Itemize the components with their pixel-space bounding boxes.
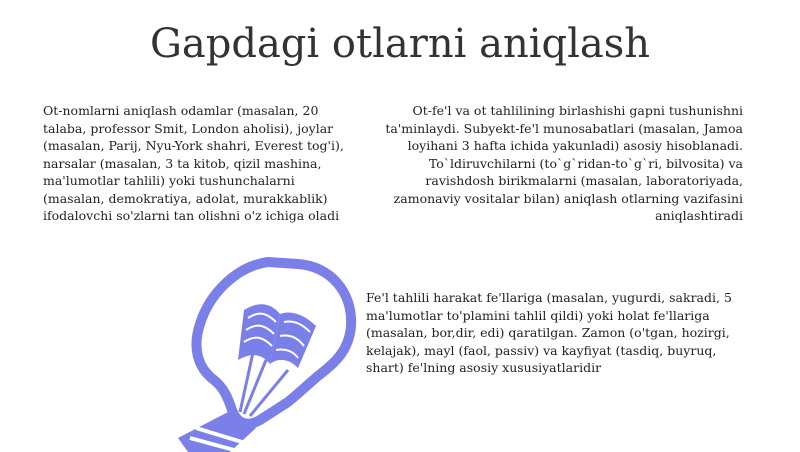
nouns-paragraph: Ot-nomlarni aniqlash odamlar (masalan, 20 talaba, professor Smit, London aholisi), joylar (masalan, Parij, Nyu-York shahri, Everest tog'i), narsalar (masalan, 3 ta kitob, qizil mashina, ma'lumotlar tahlili) yoki tushunchalarni (masalan, demokratiya, adolat, murakkablik) ifodalovchi so'zlarni tan olishni o'z ichiga oladi [43,103,344,223]
slide-title: Gapdagi otlarni aniqlash [149,21,651,67]
noun-verb-integration-paragraph: Ot-fe'l va ot tahlilining birlashishi gapni tushunishni ta'minlaydi. Subyekt-fe'l munosabatlari (masalan, Jamoa loyihani 3 hafta ichida yakunladi) asosiy hisoblanadi. To`ldiruvchilarni (to`g`ridan-to`g`ri, bilvosita) va ravishdosh birikmalarni (masalan, laboratoriyada, zamonaviy vositalar bilan) aniqlash otlarning vazifasini aniqlashtiradi [385,103,743,223]
verb-analysis-paragraph: Fe'l tahlili harakat fe'llariga (masalan, yugurdi, sakradi, 5 ma'lumotlar to'plamini tahlil qildi) yoki holat fe'llariga (masalan, bor,dir, edi) qaratilgan. Zamon (o'tgan, hozirgi, kelajak), mayl (faol, passiv) va kayfiyat (tasdiq, buyruq, shart) fe'lning asosiy xususiyatlaridir [366,290,732,375]
lightbulb-book-icon [148,252,358,452]
